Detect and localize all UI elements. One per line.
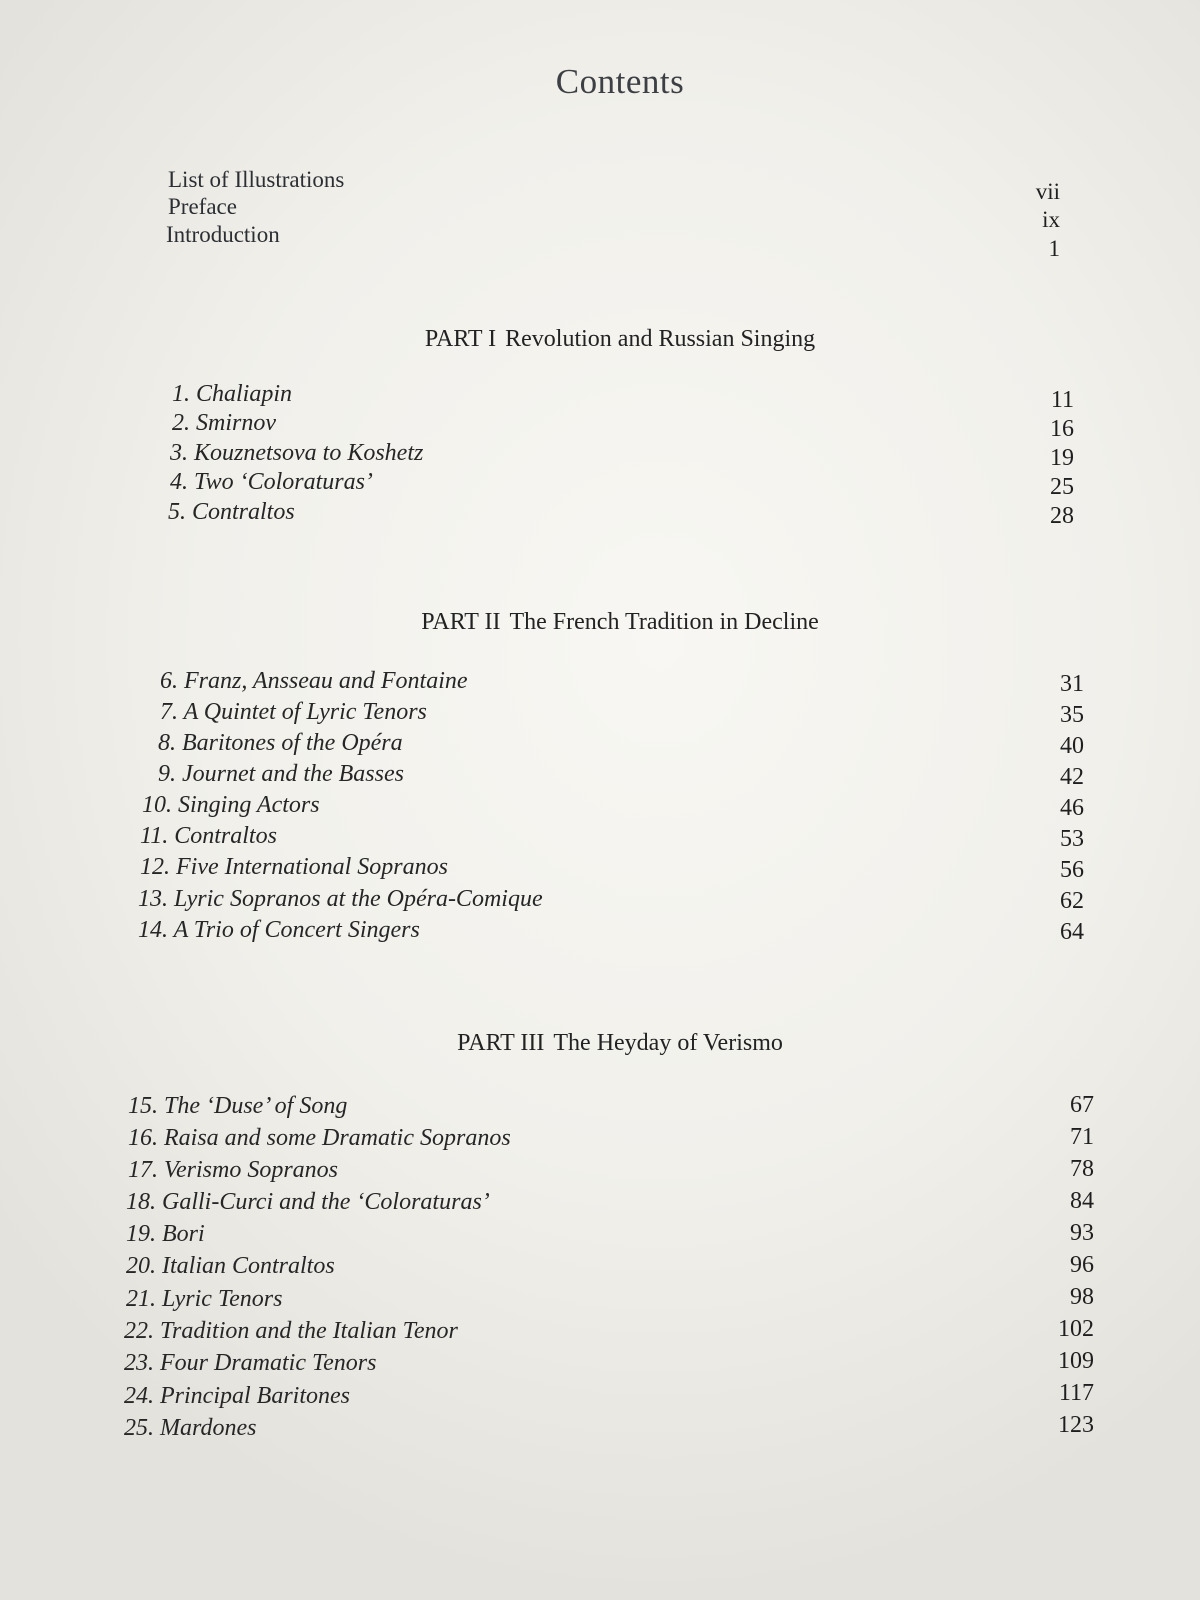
chapter-title: Bori bbox=[162, 1221, 205, 1247]
toc-row-chapter-25 bbox=[124, 1412, 1094, 1445]
toc-page-number: 109 bbox=[1058, 1348, 1094, 1374]
chapter-number: 10. bbox=[142, 792, 172, 818]
chapter-title: Lyric Sopranos at the Opéra-Comique bbox=[174, 886, 543, 912]
chapter-title: Kouznetsova to Koshetz bbox=[194, 440, 424, 466]
chapter-title: Journet and the Basses bbox=[182, 761, 404, 787]
part-label: PART III bbox=[457, 1030, 545, 1056]
chapter-number: 20. bbox=[126, 1253, 156, 1279]
toc-row-chapter-20 bbox=[126, 1253, 1094, 1283]
chapter-number: 16. bbox=[128, 1125, 158, 1151]
chapter-number: 7. bbox=[160, 699, 178, 725]
toc-entry-title: List of Illustrations bbox=[168, 167, 345, 192]
chapter-number: 2. bbox=[172, 410, 190, 436]
chapter-title: Singing Actors bbox=[178, 792, 320, 818]
chapter-title: Five International Sopranos bbox=[176, 854, 448, 880]
toc-page-number: 102 bbox=[1058, 1316, 1094, 1342]
toc-row-chapter-4 bbox=[170, 469, 1074, 499]
toc-page-number: 35 bbox=[1060, 702, 1084, 728]
toc-page-number: 46 bbox=[1060, 795, 1084, 821]
chapter-title: Raisa and some Dramatic Sopranos bbox=[164, 1125, 511, 1151]
toc-page-number: 40 bbox=[1060, 733, 1084, 759]
chapter-number: 15. bbox=[128, 1093, 158, 1119]
chapter-title: Galli-Curci and the ‘Coloraturas’ bbox=[162, 1189, 490, 1215]
toc-page-number: 19 bbox=[1050, 445, 1074, 471]
toc-entry-title: Introduction bbox=[166, 222, 280, 247]
chapter-title: Chaliapin bbox=[196, 381, 293, 407]
chapter-title: Tradition and the Italian Tenor bbox=[160, 1318, 458, 1344]
chapter-title: Lyric Tenors bbox=[162, 1286, 283, 1312]
toc-row-chapter-3 bbox=[170, 440, 1074, 470]
toc-page-number: 1 bbox=[1048, 236, 1060, 261]
toc-row-chapter-12 bbox=[140, 854, 1084, 884]
part-heading-2 bbox=[0, 609, 1200, 636]
toc-row-chapter-24 bbox=[124, 1380, 1094, 1413]
toc-page-number: 98 bbox=[1070, 1284, 1094, 1310]
chapter-number: 18. bbox=[126, 1189, 156, 1215]
toc-row-introduction bbox=[166, 222, 1060, 261]
part-title: The Heyday of Verismo bbox=[553, 1030, 783, 1056]
toc-row-chapter-22 bbox=[124, 1318, 1094, 1348]
toc-page-number: 78 bbox=[1070, 1156, 1094, 1182]
chapter-title: Italian Contraltos bbox=[162, 1253, 335, 1279]
toc-page-number: 96 bbox=[1070, 1252, 1094, 1278]
chapter-title: Contraltos bbox=[192, 499, 295, 525]
toc-row-chapter-21 bbox=[126, 1286, 1094, 1316]
chapter-title: Baritones of the Opéra bbox=[182, 730, 403, 756]
part-title: Revolution and Russian Singing bbox=[505, 326, 816, 352]
toc-page-number: 31 bbox=[1060, 671, 1084, 697]
toc-page-number: 11 bbox=[1050, 387, 1074, 413]
chapter-title: Principal Baritones bbox=[160, 1383, 350, 1409]
toc-row-chapter-10 bbox=[142, 792, 1084, 822]
part-label: PART I bbox=[424, 326, 497, 352]
chapter-number: 22. bbox=[124, 1318, 154, 1344]
toc-row-chapter-1 bbox=[172, 381, 1074, 411]
chapter-number: 3. bbox=[170, 440, 188, 466]
chapter-number: 24. bbox=[124, 1383, 154, 1409]
toc-page-number: 71 bbox=[1070, 1124, 1094, 1150]
toc-row-chapter-18 bbox=[126, 1189, 1094, 1219]
part-title: The French Tradition in Decline bbox=[509, 609, 819, 635]
toc-row-chapter-15 bbox=[128, 1093, 1094, 1123]
chapter-number: 8. bbox=[158, 730, 176, 756]
chapter-number: 19. bbox=[126, 1221, 156, 1247]
chapter-number: 9. bbox=[158, 761, 176, 787]
chapter-title: Mardones bbox=[160, 1415, 257, 1441]
toc-row-chapter-13 bbox=[138, 886, 1084, 916]
chapter-title: Four Dramatic Tenors bbox=[160, 1350, 377, 1376]
chapter-number: 5. bbox=[168, 499, 186, 525]
toc-row-chapter-19 bbox=[126, 1221, 1094, 1251]
chapter-number: 23. bbox=[124, 1350, 154, 1376]
chapter-title: The ‘Duse’ of Song bbox=[164, 1093, 348, 1119]
toc-row-chapter-17 bbox=[128, 1157, 1094, 1187]
toc-page-number: 123 bbox=[1058, 1412, 1094, 1438]
toc-row-chapter-11 bbox=[140, 823, 1084, 853]
toc-page-number: ix bbox=[1042, 207, 1060, 232]
chapter-number: 13. bbox=[138, 886, 168, 912]
toc-page-number: 117 bbox=[1058, 1380, 1094, 1406]
chapter-number: 4. bbox=[170, 469, 188, 495]
toc-row-chapter-2 bbox=[172, 410, 1074, 440]
toc-row-chapter-5 bbox=[168, 499, 1074, 529]
toc-page-number: 67 bbox=[1070, 1092, 1094, 1118]
chapter-title: Two ‘Coloraturas’ bbox=[194, 469, 373, 495]
chapter-number: 6. bbox=[160, 668, 178, 694]
part-heading-3 bbox=[0, 1030, 1200, 1057]
part-label: PART II bbox=[421, 609, 501, 635]
chapter-number: 12. bbox=[140, 854, 170, 880]
toc-row-list-of-illustrations bbox=[168, 167, 1060, 204]
toc-row-chapter-6 bbox=[160, 668, 1084, 698]
toc-page-number: 62 bbox=[1060, 888, 1084, 914]
toc-page-number: 28 bbox=[1050, 503, 1074, 529]
chapter-title: A Quintet of Lyric Tenors bbox=[183, 699, 427, 725]
chapter-title: Contraltos bbox=[174, 823, 277, 849]
chapter-title: Verismo Sopranos bbox=[164, 1157, 339, 1183]
chapter-number: 1. bbox=[172, 381, 190, 407]
chapter-title: A Trio of Concert Singers bbox=[173, 917, 420, 943]
toc-page-number: 53 bbox=[1060, 826, 1084, 852]
toc-row-chapter-16 bbox=[128, 1125, 1094, 1155]
chapter-number: 21. bbox=[126, 1286, 156, 1312]
toc-page-number: 16 bbox=[1050, 416, 1074, 442]
part-heading-1 bbox=[0, 326, 1200, 353]
toc-page-number: 56 bbox=[1060, 857, 1084, 883]
toc-row-chapter-23 bbox=[124, 1350, 1094, 1380]
toc-page-number: 64 bbox=[1060, 919, 1084, 945]
toc-page-number: vii bbox=[1035, 179, 1060, 204]
chapter-number: 11. bbox=[140, 823, 169, 849]
toc-page-number: 93 bbox=[1070, 1220, 1094, 1246]
chapter-number: 17. bbox=[128, 1157, 158, 1183]
toc-page-number: 84 bbox=[1070, 1188, 1094, 1214]
toc-row-chapter-8 bbox=[158, 730, 1084, 760]
chapter-title: Smirnov bbox=[196, 410, 276, 436]
chapter-title: Franz, Ansseau and Fontaine bbox=[184, 668, 468, 694]
toc-row-chapter-14 bbox=[138, 917, 1084, 947]
chapter-number: 14. bbox=[138, 917, 168, 943]
toc-page-number: 25 bbox=[1050, 474, 1074, 500]
toc-page-number: 42 bbox=[1060, 764, 1084, 790]
toc-row-chapter-7 bbox=[160, 699, 1084, 729]
toc-entry-title: Preface bbox=[168, 194, 237, 219]
toc-row-preface bbox=[168, 194, 1060, 232]
chapter-number: 25. bbox=[124, 1415, 154, 1441]
toc-row-chapter-9 bbox=[158, 761, 1084, 791]
page-title: Contents bbox=[555, 62, 685, 101]
